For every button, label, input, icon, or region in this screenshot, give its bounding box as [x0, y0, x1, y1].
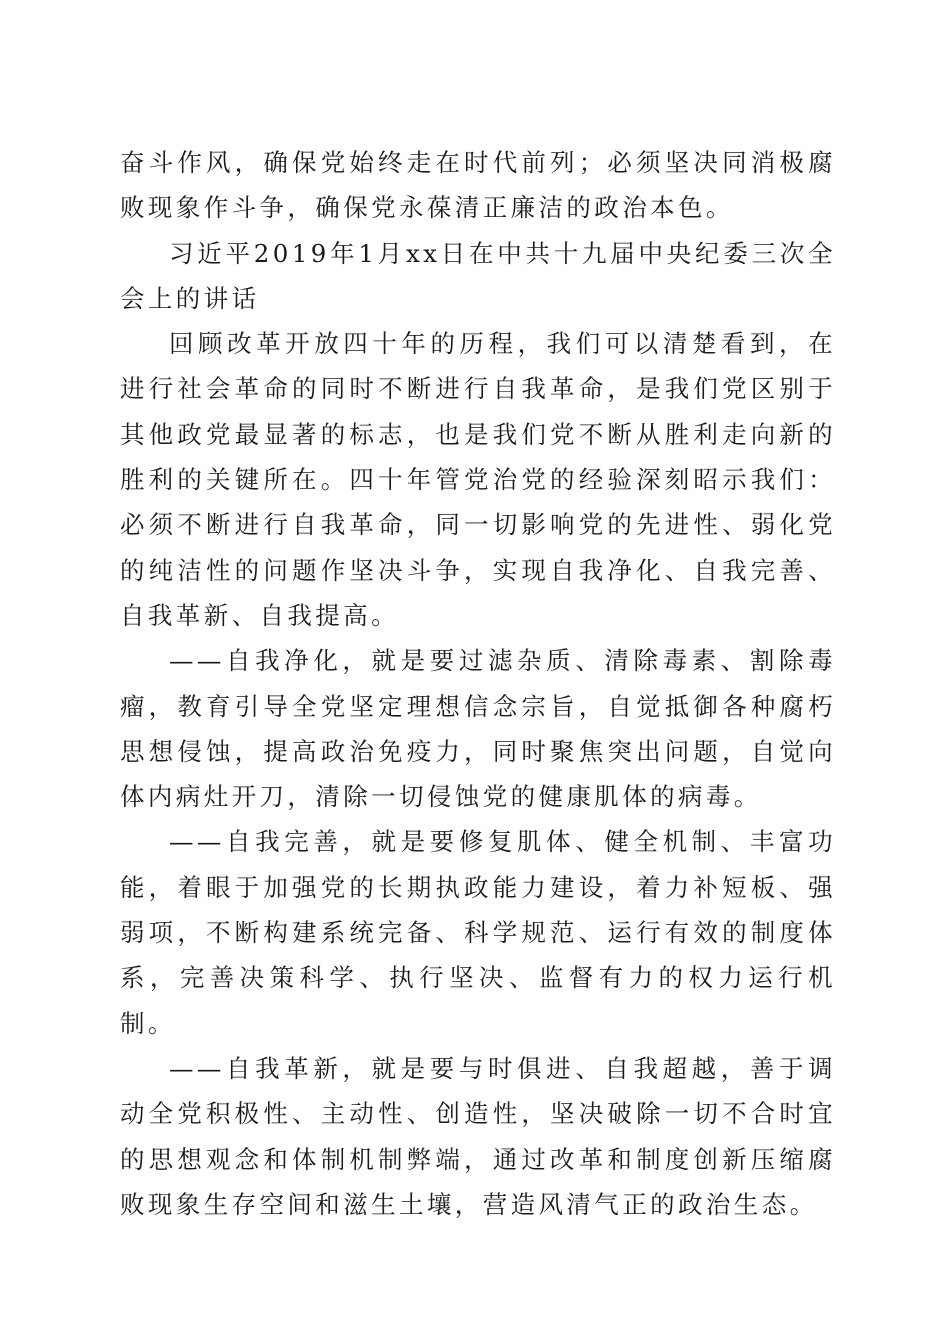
paragraph-speech-source: 习近平2019年1月xx日在中共十九届中央纪委三次全会上的讲话: [120, 238, 836, 313]
paragraph-continuation: 奋斗作风，确保党始终走在时代前列；必须坚决同消极腐败现象作斗争，确保党永葆清正廉洁的政治本色。: [120, 148, 836, 223]
body-text: [120, 140, 836, 1227]
paragraph-review: 回顾改革开放四十年的历程，我们可以清楚看到，在进行社会革命的同时不断进行自我革命，是我们党区别于其他政党最显著的标志，也是我们党不断从胜利走向新的胜利的关键所在。四十年管党治党的经验深刻昭示我们：必须不断进行自我革命，同一切影响党的先进性、弱化党的纯洁性的问题作坚决斗争，实现自我净化、自我完善、自我革新、自我提高。: [120, 329, 836, 630]
paragraph-self-renewal: ——自我革新，就是要与时俱进、自我超越，善于调动全党积极性、主动性、创造性，坚决破除一切不合时宜的思想观念和体制机制弊端，通过改革和制度创新压缩腐败现象生存空间和滋生土壤，营造风清气正的政治生态。: [120, 1053, 836, 1219]
paragraph-self-improvement: ——自我完善，就是要修复肌体、健全机制、丰富功能，着眼于加强党的长期执政能力建设，着力补短板、强弱项，不断构建系统完备、科学规范、运行有效的制度体系，完善决策科学、执行坚决、监督有力的权力运行机制。: [120, 827, 836, 1038]
paragraph-self-purification: ——自我净化，就是要过滤杂质、清除毒素、割除毒瘤，教育引导全党坚定理想信念宗旨，自觉抵御各种腐朽思想侵蚀，提高政治免疫力，同时聚焦突出问题，自觉向体内病灶开刀，清除一切侵蚀党的健康肌体的病毒。: [120, 646, 836, 812]
